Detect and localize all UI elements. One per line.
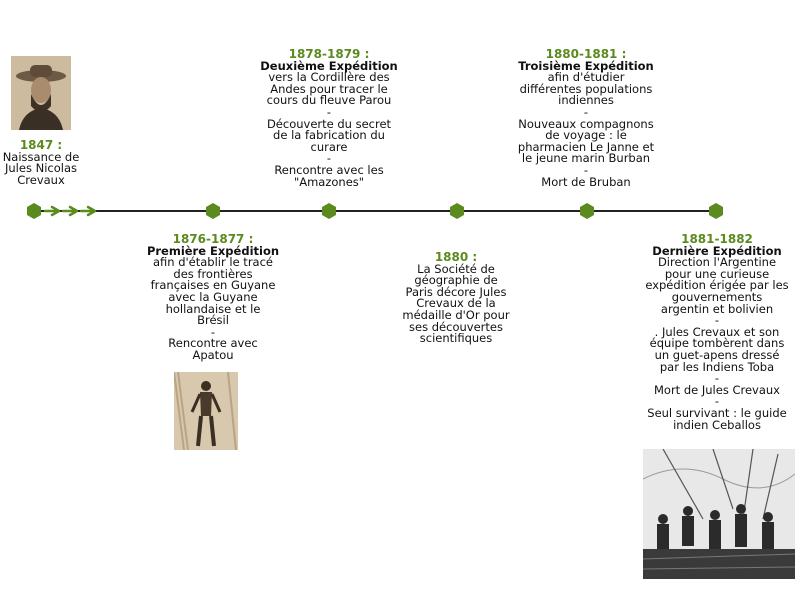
event-line: Direction l'Argentine — [657, 255, 777, 270]
event-line: - — [326, 151, 332, 166]
arrow-icon — [81, 207, 95, 215]
timeline-marker-1878 — [322, 203, 336, 219]
event-date: 1880-1881 : — [545, 47, 627, 61]
event-line: Découverte du secret — [266, 116, 392, 131]
event-line: différentes populations — [519, 81, 653, 96]
event-line: Crevaux — [17, 172, 65, 187]
event-line: - — [583, 162, 589, 177]
event-date: 1880 : — [434, 250, 478, 264]
event-line: Rencontre avec les — [274, 162, 384, 177]
event-line: - — [210, 324, 216, 339]
event-line: Apatou — [192, 347, 234, 362]
event-line: avec la Guyane — [168, 289, 258, 304]
event-title: Première Expédition — [146, 243, 280, 258]
event-line: - — [714, 313, 720, 328]
timeline-marker-1881 — [709, 203, 723, 219]
event-line: Rencontre avec — [168, 336, 258, 351]
event-line: - — [714, 371, 720, 386]
event-line: Nouveaux compagnons — [518, 116, 654, 131]
event-line: - — [326, 104, 332, 119]
event-line: le jeune marin Burban — [521, 151, 651, 166]
event-date: 1876-1877 : — [172, 232, 254, 246]
event-line: afin d'étudier — [547, 70, 625, 85]
apatou-engraving — [174, 372, 238, 450]
event-line: Mort de Bruban — [541, 174, 631, 189]
event-line: argentin et bolivien — [660, 301, 774, 316]
event-line: gouvernements — [671, 289, 763, 304]
event-line: Crevaux de la — [416, 296, 496, 311]
event-1880-1881 — [502, 49, 670, 188]
ambush-engraving — [643, 449, 795, 579]
timeline-marker-1876 — [206, 203, 220, 219]
event-line: équipe tombèrent dans — [649, 336, 785, 351]
event-line: Paris décore Jules — [405, 284, 507, 299]
event-line: hollandaise et le — [165, 301, 261, 316]
event-line: - — [714, 394, 720, 409]
event-line: géographie de — [414, 273, 498, 288]
event-line: de voyage : le — [545, 128, 627, 143]
event-1847 — [0, 140, 82, 186]
event-line: françaises en Guyane — [150, 278, 276, 293]
event-line: par les Indiens Toba — [659, 359, 775, 374]
event-line: ses découvertes — [409, 319, 503, 334]
event-line: cours du fleuve Parou — [266, 93, 392, 108]
event-date: 1878-1879 : — [288, 47, 370, 61]
event-1876-1877 — [136, 234, 290, 362]
event-line: médaille d'Or pour — [402, 307, 510, 322]
event-line: . Jules Crevaux et son — [654, 324, 780, 339]
event-1878-1879 — [250, 49, 408, 188]
timeline-arrows — [45, 207, 95, 215]
event-line: afin d'établir le tracé — [152, 255, 273, 270]
timeline-marker-1880-1881 — [580, 203, 594, 219]
timeline-marker-1847 — [27, 203, 41, 219]
event-line: des frontières — [173, 266, 253, 281]
event-line: de la fabrication du — [273, 128, 385, 143]
crevaux-portrait-photo — [11, 56, 71, 130]
event-line: expédition érigée par les — [645, 278, 789, 293]
event-line: scientifiques — [419, 331, 493, 346]
timeline-marker-1880 — [450, 203, 464, 219]
event-line: vers la Cordillère des — [268, 70, 390, 85]
event-line: Naissance de — [2, 149, 80, 164]
event-line: Jules Nicolas — [5, 161, 77, 176]
arrow-icon — [45, 207, 59, 215]
event-line: un guet-apens dressé — [654, 347, 780, 362]
event-1881-1882 — [634, 234, 800, 431]
event-line: pour une curieuse — [664, 266, 770, 281]
event-title: Deuxième Expédition — [260, 58, 398, 73]
event-date: 1847 : — [19, 138, 63, 152]
event-line: Brésil — [197, 313, 229, 328]
event-line: pharmacien Le Janne et — [517, 139, 655, 154]
event-line: "Amazones" — [293, 174, 365, 189]
event-date: 1881-1882 — [681, 232, 753, 246]
event-title: Dernière Expédition — [652, 243, 782, 258]
event-line: Seul survivant : le guide — [647, 405, 787, 420]
event-title: Troisième Expédition — [518, 58, 654, 73]
event-line: indien Ceballos — [673, 417, 761, 432]
event-line: Andes pour tracer le — [270, 81, 388, 96]
arrow-icon — [63, 207, 77, 215]
event-1880 — [384, 252, 528, 345]
event-line: Mort de Jules Crevaux — [653, 382, 780, 397]
event-line: - — [583, 104, 589, 119]
event-line: La Société de — [417, 261, 495, 276]
event-line: curare — [310, 139, 348, 154]
event-line: indiennes — [558, 93, 614, 108]
